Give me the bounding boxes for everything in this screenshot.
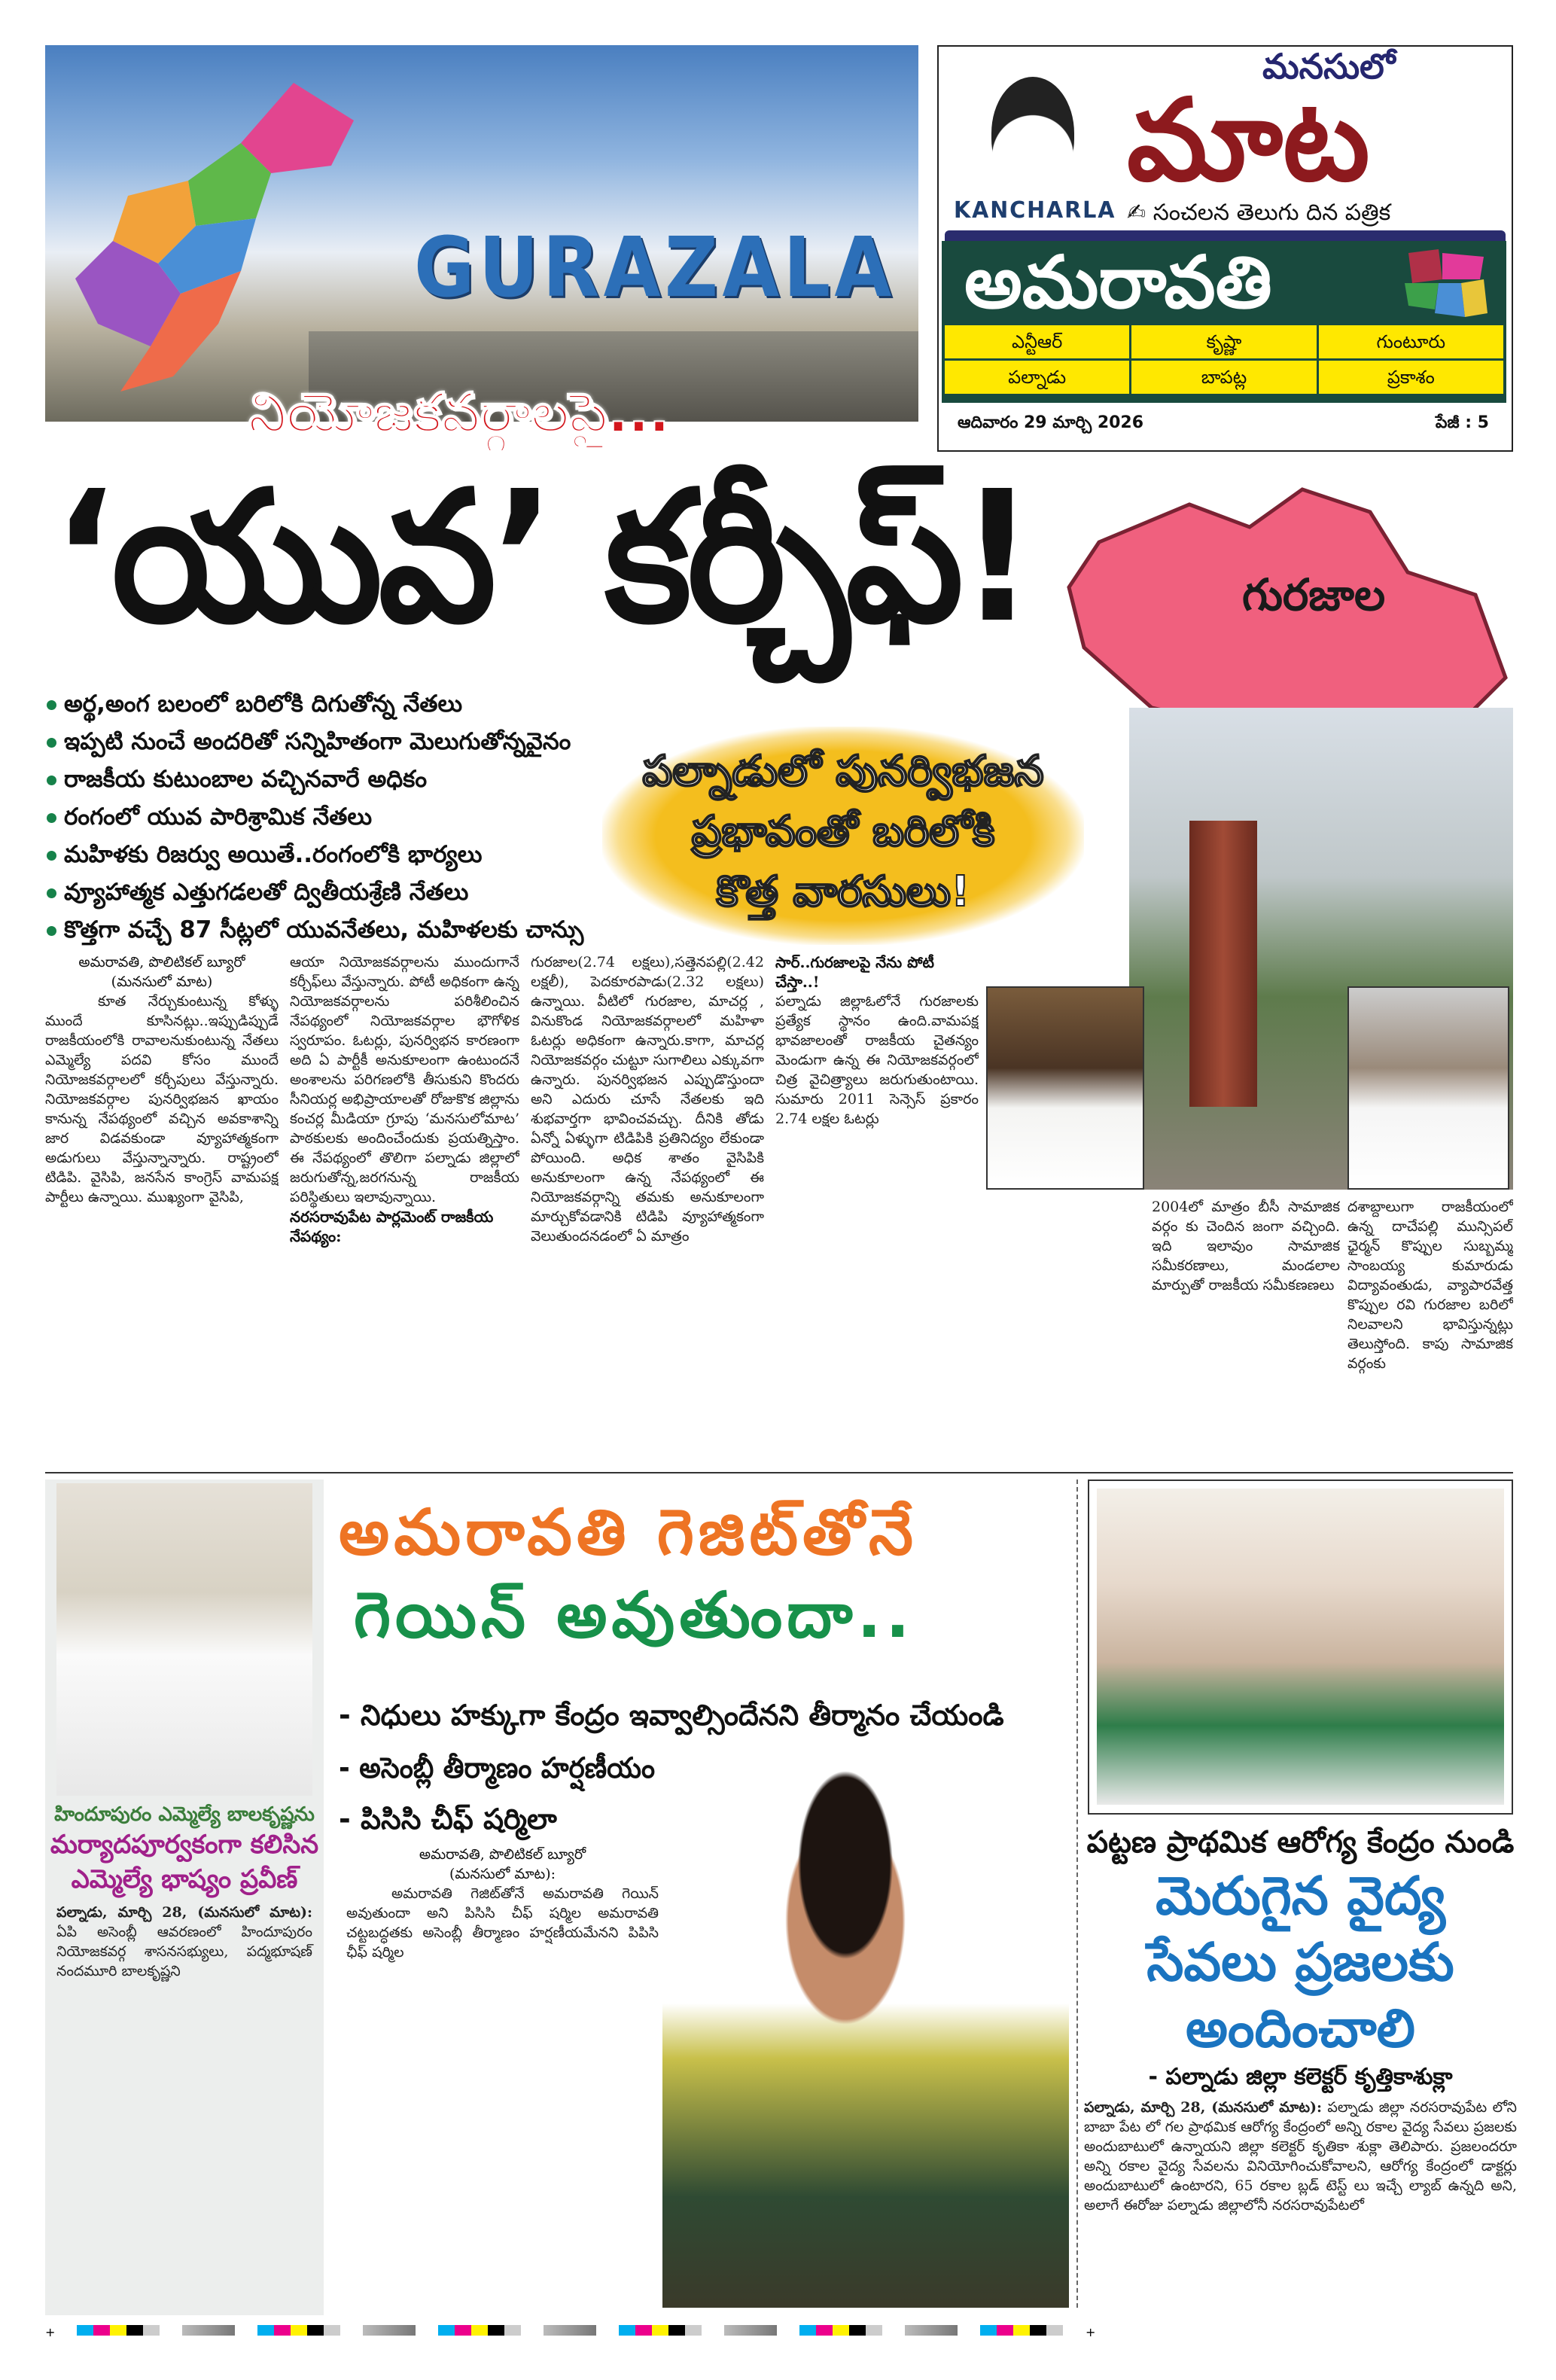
bullet-item	[47, 911, 589, 949]
amaravati-headline-2: గెయిన్ అవుతుందా..	[354, 1578, 915, 1652]
article-text	[1084, 2098, 1517, 2215]
artist-name: KANCHARLA	[954, 197, 1116, 224]
gray-swatch	[363, 2325, 416, 2336]
article-subhead: నరసరావుపేట పార్లమెంట్ రాజకీయ నేపథ్యం:	[290, 1208, 494, 1245]
crosshair-icon: +	[45, 2325, 56, 2339]
story-bullet: - పిసిసి చీఫ్ షర్మిలా	[339, 1803, 557, 1836]
lead-column-2	[290, 952, 519, 1472]
bullet-dot-icon	[47, 851, 56, 861]
health-kicker: పట్టణ ప్రాథమిక ఆరోగ్య కేంద్రం నుండి	[1086, 1825, 1515, 1860]
pen-icon: ✍	[1127, 200, 1153, 226]
bullet-text: వ్యూహాత్మక ఎత్తుగడలతో ద్వితీయశ్రేణి నేతలు	[64, 879, 469, 906]
callout-line: పల్నాడులో పునర్విభజన	[642, 747, 1044, 796]
bullet-dot-icon	[47, 888, 56, 898]
bullet-item	[47, 723, 589, 760]
district-prakasam: ప్రకాశం	[1319, 361, 1503, 394]
lead-column-4	[775, 952, 979, 1472]
balakrishna-story	[45, 1480, 324, 2315]
column-divider	[1076, 1480, 1078, 2308]
bullet-item	[47, 798, 589, 836]
byline-source: (మనసులో మాట):	[449, 1866, 556, 1882]
bullet-text: రాజకీయ కుటుంబాల వచ్చినవారే అధికం	[64, 766, 428, 793]
article-body: ఏపి అసెంబ్లీ ఆవరణంలో హిందూపురం నియోజకవర్గ శాసనసభ్యులు, పద్మభూషణ్ నందమూరి బాలకృష్ణని	[56, 1924, 312, 1979]
color-swatch	[619, 2325, 702, 2336]
callout-line: కొత్త వారసులు!	[716, 867, 970, 916]
masthead	[937, 45, 1513, 452]
gray-swatch	[905, 2325, 958, 2336]
lead-column-5	[1152, 1197, 1340, 1472]
district-krishna: కృష్ణా	[1131, 325, 1316, 358]
section-divider	[45, 1472, 1513, 1473]
district-guntur: గుంటూరు	[1319, 325, 1503, 358]
page-number: పేజీ : 5	[1435, 413, 1489, 432]
brand-tagline	[1127, 199, 1390, 227]
bullet-item	[47, 836, 589, 873]
masthead-divider	[945, 230, 1506, 241]
bullet-item	[47, 685, 589, 723]
gurazala-sign: GURAZALA	[414, 219, 896, 315]
crosshair-icon: +	[1086, 2325, 1096, 2339]
health-headline: మెరుగైన వైద్య సేవలు ప్రజలకు అందించాలి	[1146, 1865, 1454, 2059]
article-subhead: సార్..గురజాలపై నేను పోటీ చేస్తా..!	[775, 953, 934, 991]
collector-photo	[1097, 1489, 1504, 1805]
color-swatch	[438, 2325, 521, 2336]
map-label: గురజాల	[1242, 569, 1386, 620]
color-swatch	[980, 2325, 1063, 2336]
amaravati-headline-1: అమరావతి గెజిట్‌తోనే	[339, 1495, 918, 1569]
bullet-text: రంగంలో యువ పారిశ్రామిక నేతలు	[64, 803, 373, 830]
bullet-dot-icon	[47, 776, 56, 785]
yellow-brush-callout	[602, 727, 1084, 945]
tagline-text: సంచలన తెలుగు దిన పత్రిక	[1153, 200, 1391, 226]
lead-headline: ‘యువ’ కర్చీఫ్!	[53, 452, 1031, 663]
lead-column-1	[45, 952, 279, 1472]
health-subhead: - పల్నాడు జిల్లా కలెక్టర్ కృత్తికాశుక్లా	[1148, 2064, 1453, 2090]
bullet-text: మహిళకు రిజర్వు అయితే..రంగంలోకి భార్యలు	[64, 841, 483, 868]
edition-banner	[942, 241, 1506, 403]
dateline: పల్నాడు, మార్చి 28, (మనసులో మాట):	[1084, 2099, 1323, 2116]
article-text: అమరావతి గెజిట్‌తోనే అమరావతి గెయిన్ అవుతుందా అని పిసిసి చీఫ్ షర్మిల అమరావతి చట్టబద్ధతకు అసెంబ్లీ తీర్మాణం హర్షణీయమేనని పిపిసి ఛీఫ్ షర్మిల	[346, 1885, 659, 1961]
health-center-photo-frame	[1088, 1480, 1513, 1815]
story-headline: మర్యాదపూర్వకంగా కలిసిన ఎమ్మెల్యే భాష్యం ప్రవీణ్	[50, 1830, 319, 1894]
lead-column-3	[531, 952, 764, 1472]
print-registration-bar	[45, 2323, 1513, 2338]
story-kicker: హిందూపురం ఎమ్మెల్యే బాలకృష్ణను	[54, 1803, 315, 1826]
cartoon-face-logo	[991, 77, 1074, 190]
district-bapatla: బాపట్ల	[1131, 361, 1316, 394]
leaders-photo	[56, 1483, 312, 1796]
issue-date: ఆదివారం 29 మార్చి 2026	[958, 413, 1144, 432]
sharmila-photo	[662, 1754, 1069, 2308]
article-text: 2004లో మాత్రం బీసీ సామాజిక వర్గం కు చెందిన జంగా వచ్చింది. ఇది ఇలావుం సామాజిక సమీకరణాలు, మండలాల మార్పుతో రాజకీయ సమీకణణలు	[1152, 1199, 1340, 1294]
article-text: కూత నేర్చుకుంటున్న కోళ్ళు ముందే కూసినట్లు..ఇప్పుడిప్పుడే రాజకీయంలోకి రావాలనుకుంటున్న నేతలు ఎమ్మెల్యే పదవి కోసం ముందే నియోజకవర్గాలలో కర్చీపులు వేస్తున్నారు. నియోజకవర్గాల పునర్విభజన ఖాయం కానున్న నేపథ్యంలో వచ్చిన అవకాశాన్ని జార విడవకుండా వ్యూహాత్మకంగా అడుగులు వేస్తున్నాన్నారు. రాష్ట్రంలో టిడిపి. వైసిపి, జనసేన కాంగ్రెస్ వామపక్ష పార్టీలు ఉన్నాయి. ముఖ్యంగా వైసిపి,	[45, 993, 279, 1205]
district-map-icon	[1401, 245, 1491, 321]
article-text	[56, 1903, 312, 1981]
bullet-text: ఇప్పటి నుంచే అందరితో సన్నిహితంగా మెలుగుతోన్నవైనం	[64, 728, 571, 755]
brand-prefix: మనసులో	[1262, 46, 1396, 87]
article-body: పల్నాడు జిల్లా నరసరావుపేట లోని బాబా పేట లో గల ప్రాథమిక ఆరోగ్య కేంద్రంలో అన్ని రకాల వైద్య సేవలు ప్రజలకు అందుబాటులో ఉన్నాయని జిల్లా కలెక్టర్ కృతికా శుక్లా తెలిపారు. ప్రజలందరూ అన్ని రకాల వైద్య సేవలను వినియోగించుకోవాలని, ఆరోగ్య కేంద్రంలో డాక్టర్లు అందుబాటులో ఉంటారని, 65 రకాల బ్లడ్ టెస్ట్ లు ఇచ్చే ల్యాబ్ ఉన్నది అని, అలాగే ఈరోజు పల్నాడు జిల్లాలోనీ నరసరావుపేటలో	[1084, 2099, 1517, 2214]
bullet-text: కొత్తగా వచ్చే 87 సీట్లలో యువనేతలు, మహిళలకు చాన్సు	[64, 916, 584, 943]
bullet-dot-icon	[47, 738, 56, 748]
bullet-dot-icon	[47, 926, 56, 936]
byline: అమరావతి, పొలిటికల్ బ్యూరో	[78, 954, 245, 971]
gray-swatch	[724, 2325, 777, 2336]
article-text: పల్నాడు జిల్లాఓలోనే గురజాలకు ప్రత్యేక స్థానం ఉంది.వామపక్ష భావజాలంతో రాజకీయ చైతన్యం మెండుగా ఉన్న ఈ నియోజకవర్గంలో చిత్ర వైచిత్ర్యాలు జరుగుతుంటాయి. సుమారు 2011 సెన్సెస్ ప్రకారం 2.74 లక్షల ఓటర్లు	[775, 993, 979, 1127]
sharmila-article	[346, 1845, 659, 1962]
district-list	[945, 325, 1503, 394]
bullet-text: అర్థ,అంగ బలంలో బరిలోకి దిగుతోన్న నేతలు	[64, 690, 463, 718]
bullet-dot-icon	[47, 700, 56, 710]
gray-swatch	[182, 2325, 235, 2336]
lead-column-6	[1347, 1197, 1513, 1472]
article-text: దశాబ్దాలుగా రాజకీయంలో ఉన్న దాచేపల్లి మున్సిపల్ ఛైర్మన్ కొప్పుల సుబ్బమ్మ సాంబయ్య కుమారుడు విద్యావంతుడు, వ్యాపారవేత్త కొప్పుల రవి గురజాల బరిలో నిలవాలని భావిస్తున్నట్లు తెలుస్తోంది. కాపు సామాజిక వర్గంకు	[1347, 1199, 1513, 1372]
lead-bullets	[47, 685, 589, 949]
byline-source: (మనసులో మాట)	[111, 974, 213, 990]
article-text: గురజాల(2.74 లక్షలు),సత్తెనపల్లి(2.42 లక్షలీ), పెదకూరపాడు(2.32 లక్షలు) ఉన్నాయి. వీటిలో గురజాల, మాచర్ల , వినుకొండ నియోజకవర్గాలలో మహిళా ఓటర్లు అధికంగా ఉన్నారు.కాగా, మాచర్ల నియోజకవర్గం చుట్టూ సుగాలిలు ఎక్కువగా ఉన్నారు. పునర్విభజన ఎప్పుడొస్తుందా అని ఎదురు చూసే నేతలకు ఇది శుభవార్తగా భావించవచ్చు. దీనికి తోడు ఏన్నో ఏళ్ళుగా టిడిపికి ప్రతినిద్యం లేకుండా పోయింది. అధిక శాతం వైసిపికి అనుకూలంగా ఉన్న నేపథ్యంలో ఈ నియోజకవర్గాన్ని తమకు అనుకూలంగా మార్చుకోవడానికి టిడిపి వ్యూహాత్మకంగా వెలుతుందనడంలో ఏ మాత్రం	[531, 954, 764, 1245]
lead-kicker: నియోజకవర్గాలపై...	[248, 381, 670, 444]
politician-photo	[986, 986, 1144, 1190]
color-swatch	[77, 2325, 160, 2336]
dateline: పల్నాడు, మార్చి 28, (మనసులో మాట):	[56, 1904, 312, 1921]
color-swatch	[799, 2325, 882, 2336]
district-ntr: ఎన్టీఆర్	[945, 325, 1129, 358]
bullet-item	[47, 873, 589, 911]
bullet-item	[47, 760, 589, 798]
edition-title: అమరావతి	[964, 240, 1272, 325]
brand-title: మాట	[1127, 75, 1370, 206]
color-swatch	[257, 2325, 340, 2336]
callout-line: ప్రభావంతో బరిలోకి	[691, 807, 995, 856]
story-bullet: - నిధులు హక్కుగా కేంద్రం ఇవ్వాల్సిందేనని తీర్మానం చేయండి	[339, 1699, 1004, 1732]
health-story	[1084, 1822, 1517, 2311]
statue-pillar	[1189, 821, 1257, 1107]
bullet-dot-icon	[47, 813, 56, 823]
byline: అమరావతి, పొలిటికల్ బ్యూరో	[419, 1846, 586, 1863]
elder-politician-photo	[1347, 986, 1509, 1190]
gray-swatch	[544, 2325, 596, 2336]
article-text: ఆయా నియోజకవర్గాలను ముందుగానే కర్చీఫ్‌లు వేస్తున్నారు. పోటీ అధికంగా ఉన్న నియోజకవర్గాలను పరిశీలించిన నేపథ్యంలో నియోజకవర్గాల భౌగోళిక స్వరూపం. ఓటర్లు, పునర్విభన కారణంగా అది ఏ పార్టీకీ అనుకూలంగా ఉంటుందనే అంశాలను పరిగణలోకి తీసుకుని కొందరు సీనియర్ల అభిప్రాయాలతో రోజుకొక జిల్లాను కంచర్ల మీడియా గ్రూపు ‘మనసులోమాట’ పాఠకులకు అందించేందుకు ప్రయత్నిస్తాం. ఈ నేపథ్యంలో తొలిగా పల్నాడు జిల్లాలో జరుగుతోన్న,జరగనున్న రాజకీయ పరిస్థితులు ఇలావున్నాయి.	[290, 954, 519, 1205]
story-bullet: - అసెంబ్లీ తీర్మాణం హర్షణీయం	[339, 1751, 656, 1784]
district-palnadu: పల్నాడు	[945, 361, 1129, 394]
gurazala-photo	[45, 45, 918, 422]
